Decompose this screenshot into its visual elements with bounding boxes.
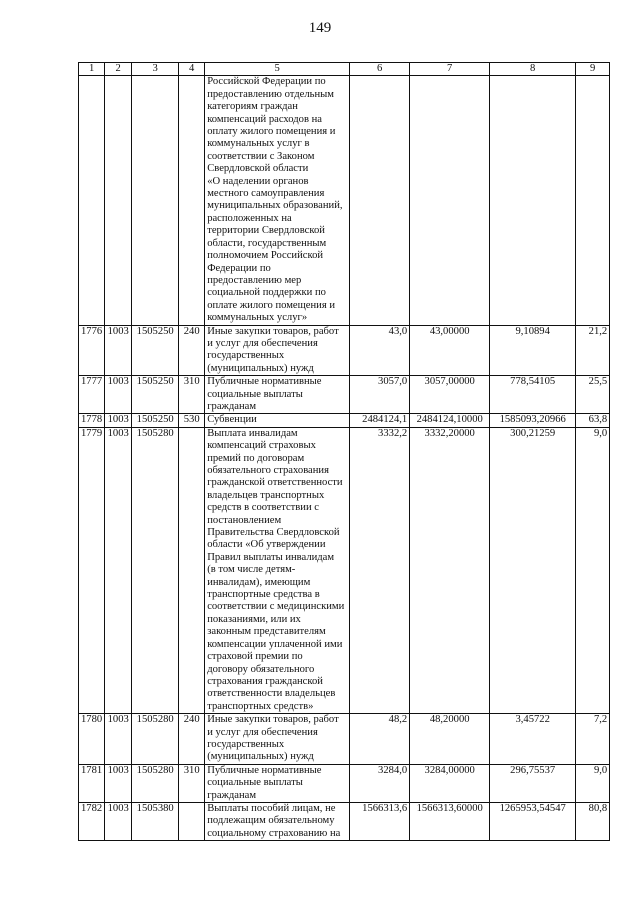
plan-amount-cell bbox=[410, 76, 490, 325]
expense-type-cell bbox=[179, 325, 205, 376]
target-code-text: 1505280 bbox=[136, 427, 174, 439]
percent-text: 9,0 bbox=[593, 427, 608, 439]
description-text: Публичные нормативные социальные выплаты гражданам bbox=[207, 376, 322, 412]
approved-amount-cell bbox=[350, 764, 410, 802]
executed-amount-cell bbox=[490, 414, 576, 427]
expense-type-text: 240 bbox=[183, 325, 200, 337]
approved-amount-cell bbox=[350, 76, 410, 325]
description-cell bbox=[205, 76, 350, 325]
row-number-text: 1779 bbox=[81, 427, 103, 439]
table-row bbox=[79, 427, 610, 713]
target-code-cell bbox=[132, 714, 179, 765]
budget-table bbox=[78, 62, 610, 841]
row-number-cell bbox=[79, 802, 105, 840]
plan-amount-cell bbox=[410, 325, 490, 376]
page-number: 149 bbox=[308, 20, 332, 36]
description-text: Иные закупки товаров, работ и услуг для обеспечения государственных (муниципальных) нужд bbox=[207, 325, 339, 374]
description-cell bbox=[205, 427, 350, 713]
approved-amount-text: 43,0 bbox=[388, 325, 408, 337]
target-code-cell bbox=[132, 414, 179, 427]
approved-amount-text: 3284,0 bbox=[378, 764, 408, 776]
description-text: Иные закупки товаров, работ и услуг для обеспечения государственных (муниципальных) нужд bbox=[207, 714, 339, 763]
percent-cell bbox=[576, 414, 610, 427]
section-code-text: 1003 bbox=[107, 764, 129, 776]
executed-amount-text: 9,10894 bbox=[515, 325, 550, 337]
row-number-text: 1781 bbox=[81, 764, 103, 776]
target-code-cell bbox=[132, 325, 179, 376]
approved-amount-cell bbox=[350, 376, 410, 414]
target-code-cell bbox=[132, 76, 179, 325]
percent-text: 9,0 bbox=[593, 764, 608, 776]
plan-amount-cell bbox=[410, 764, 490, 802]
row-number-text: 1777 bbox=[81, 376, 103, 388]
executed-amount-text: 778,54105 bbox=[510, 376, 556, 388]
column-header: 4 bbox=[179, 63, 205, 76]
target-code-cell bbox=[132, 376, 179, 414]
plan-amount-text: 3332,20000 bbox=[424, 427, 475, 439]
row-number-text: 1780 bbox=[81, 714, 103, 726]
executed-amount-text: 1265953,54547 bbox=[499, 802, 566, 814]
section-code-text: 1003 bbox=[107, 427, 129, 439]
table-row bbox=[79, 764, 610, 802]
description-text: Выплаты пособий лицам, не подлежащим обязательному социальному страхованию на bbox=[207, 802, 341, 839]
section-code-text: 1003 bbox=[107, 376, 129, 388]
target-code-text: 1505250 bbox=[136, 325, 174, 337]
row-number-cell bbox=[79, 427, 105, 713]
plan-amount-cell bbox=[410, 714, 490, 765]
executed-amount-cell bbox=[490, 764, 576, 802]
executed-amount-cell bbox=[490, 802, 576, 840]
approved-amount-text: 2484124,1 bbox=[362, 414, 408, 426]
plan-amount-cell bbox=[410, 427, 490, 713]
expense-type-cell bbox=[179, 376, 205, 414]
row-number-text: 1778 bbox=[81, 414, 103, 426]
description-cell bbox=[205, 714, 350, 765]
percent-cell bbox=[576, 802, 610, 840]
executed-amount-cell bbox=[490, 325, 576, 376]
executed-amount-cell bbox=[490, 376, 576, 414]
approved-amount-text: 3332,2 bbox=[378, 427, 408, 439]
percent-cell bbox=[576, 325, 610, 376]
percent-text: 21,2 bbox=[588, 325, 608, 337]
executed-amount-text: 1585093,20966 bbox=[499, 414, 566, 426]
target-code-text: 1505380 bbox=[136, 802, 174, 814]
percent-cell bbox=[576, 714, 610, 765]
percent-text: 63,8 bbox=[588, 414, 608, 426]
target-code-text: 1505280 bbox=[136, 764, 174, 776]
description-text: Субвенции bbox=[207, 414, 257, 426]
section-code-cell bbox=[105, 325, 132, 376]
approved-amount-cell bbox=[350, 427, 410, 713]
section-code-text: 1003 bbox=[107, 802, 129, 814]
table-row bbox=[79, 376, 610, 414]
section-code-cell bbox=[105, 764, 132, 802]
expense-type-text: 310 bbox=[183, 764, 200, 776]
target-code-cell bbox=[132, 427, 179, 713]
expense-type-cell bbox=[179, 764, 205, 802]
approved-amount-text: 3057,0 bbox=[378, 376, 408, 388]
row-number-cell bbox=[79, 325, 105, 376]
percent-cell bbox=[576, 427, 610, 713]
description-cell bbox=[205, 325, 350, 376]
plan-amount-text: 3284,00000 bbox=[424, 764, 475, 776]
description-cell bbox=[205, 414, 350, 427]
row-number-cell bbox=[79, 414, 105, 427]
target-code-cell bbox=[132, 802, 179, 840]
plan-amount-cell bbox=[410, 414, 490, 427]
description-text: Российской Федерации по предоставлению отдельным категориям граждан компенсаций расходов на оплату жилого помещения и коммунальных услуг в соответствии с Законом Свердловской области «О наделении органов местного самоуправления муниципальных образований, расположенных на территории Свердловской области, государственным полномочием Российской Федерации по предоставлению мер социальной поддержки по оплате жилого помещения и коммунальных услуг» bbox=[207, 76, 343, 324]
executed-amount-cell bbox=[490, 427, 576, 713]
approved-amount-cell bbox=[350, 414, 410, 427]
table-row bbox=[79, 802, 610, 840]
description-cell bbox=[205, 764, 350, 802]
row-number-cell bbox=[79, 764, 105, 802]
section-code-cell bbox=[105, 376, 132, 414]
expense-type-cell bbox=[179, 76, 205, 325]
table-row bbox=[79, 414, 610, 427]
target-code-text: 1505250 bbox=[136, 376, 174, 388]
header-row bbox=[79, 63, 610, 76]
target-code-text: 1505280 bbox=[136, 714, 174, 726]
plan-amount-text: 3057,00000 bbox=[424, 376, 475, 388]
plan-amount-cell bbox=[410, 802, 490, 840]
percent-cell bbox=[576, 376, 610, 414]
section-code-text: 1003 bbox=[107, 714, 129, 726]
expense-type-cell bbox=[179, 427, 205, 713]
percent-cell bbox=[576, 76, 610, 325]
plan-amount-cell bbox=[410, 376, 490, 414]
description-cell bbox=[205, 376, 350, 414]
expense-type-cell bbox=[179, 802, 205, 840]
row-number-cell bbox=[79, 714, 105, 765]
section-code-cell bbox=[105, 427, 132, 713]
column-header: 7 bbox=[410, 63, 490, 76]
table-row bbox=[79, 76, 610, 325]
section-code-cell bbox=[105, 414, 132, 427]
plan-amount-text: 2484124,10000 bbox=[416, 414, 483, 426]
target-code-cell bbox=[132, 764, 179, 802]
approved-amount-cell bbox=[350, 714, 410, 765]
row-number-cell bbox=[79, 376, 105, 414]
table-row bbox=[79, 325, 610, 376]
executed-amount-cell bbox=[490, 714, 576, 765]
plan-amount-text: 43,00000 bbox=[429, 325, 470, 337]
percent-text: 7,2 bbox=[593, 714, 608, 726]
section-code-cell bbox=[105, 714, 132, 765]
description-text: Выплата инвалидам компенсаций страховых премий по договорам обязательного страхования гражданской ответственности владельцев транспортных средств в соответствии с постановлением Правительства Свердловской области «Об утверждении Правил выплаты инвалидам (в том числе детям- инвалидам), имеющим транспортные средства в соответствии с медицинскими показаниями, или их законным представителям компенсации уплаченной ими страховой премии по договору обязательного страхования гражданской ответственности владельцев транспортных средств» bbox=[207, 427, 345, 712]
expense-type-cell bbox=[179, 414, 205, 427]
section-code-text: 1003 bbox=[107, 414, 129, 426]
approved-amount-cell bbox=[350, 325, 410, 376]
expense-type-text: 530 bbox=[183, 414, 200, 426]
column-header: 6 bbox=[350, 63, 410, 76]
description-cell bbox=[205, 802, 350, 840]
column-header: 1 bbox=[79, 63, 105, 76]
row-number-text: 1782 bbox=[81, 802, 103, 814]
section-code-cell bbox=[105, 76, 132, 325]
approved-amount-cell bbox=[350, 802, 410, 840]
column-header: 8 bbox=[490, 63, 576, 76]
plan-amount-text: 48,20000 bbox=[429, 714, 470, 726]
expense-type-cell bbox=[179, 714, 205, 765]
percent-text: 25,5 bbox=[588, 376, 608, 388]
expense-type-text: 310 bbox=[183, 376, 200, 388]
executed-amount-text: 300,21259 bbox=[510, 427, 556, 439]
section-code-text: 1003 bbox=[107, 325, 129, 337]
percent-text: 80,8 bbox=[588, 802, 608, 814]
target-code-text: 1505250 bbox=[136, 414, 174, 426]
column-header: 3 bbox=[132, 63, 179, 76]
approved-amount-text: 1566313,6 bbox=[362, 802, 408, 814]
executed-amount-text: 3,45722 bbox=[515, 714, 550, 726]
expense-type-text: 240 bbox=[183, 714, 200, 726]
section-code-cell bbox=[105, 802, 132, 840]
column-header: 9 bbox=[576, 63, 610, 76]
column-header: 2 bbox=[105, 63, 132, 76]
executed-amount-cell bbox=[490, 76, 576, 325]
column-header: 5 bbox=[205, 63, 350, 76]
percent-cell bbox=[576, 764, 610, 802]
row-number-text: 1776 bbox=[81, 325, 103, 337]
row-number-cell bbox=[79, 76, 105, 325]
executed-amount-text: 296,75537 bbox=[510, 764, 556, 776]
plan-amount-text: 1566313,60000 bbox=[416, 802, 483, 814]
description-text: Публичные нормативные социальные выплаты гражданам bbox=[207, 764, 322, 801]
table-row bbox=[79, 714, 610, 765]
approved-amount-text: 48,2 bbox=[388, 714, 408, 726]
